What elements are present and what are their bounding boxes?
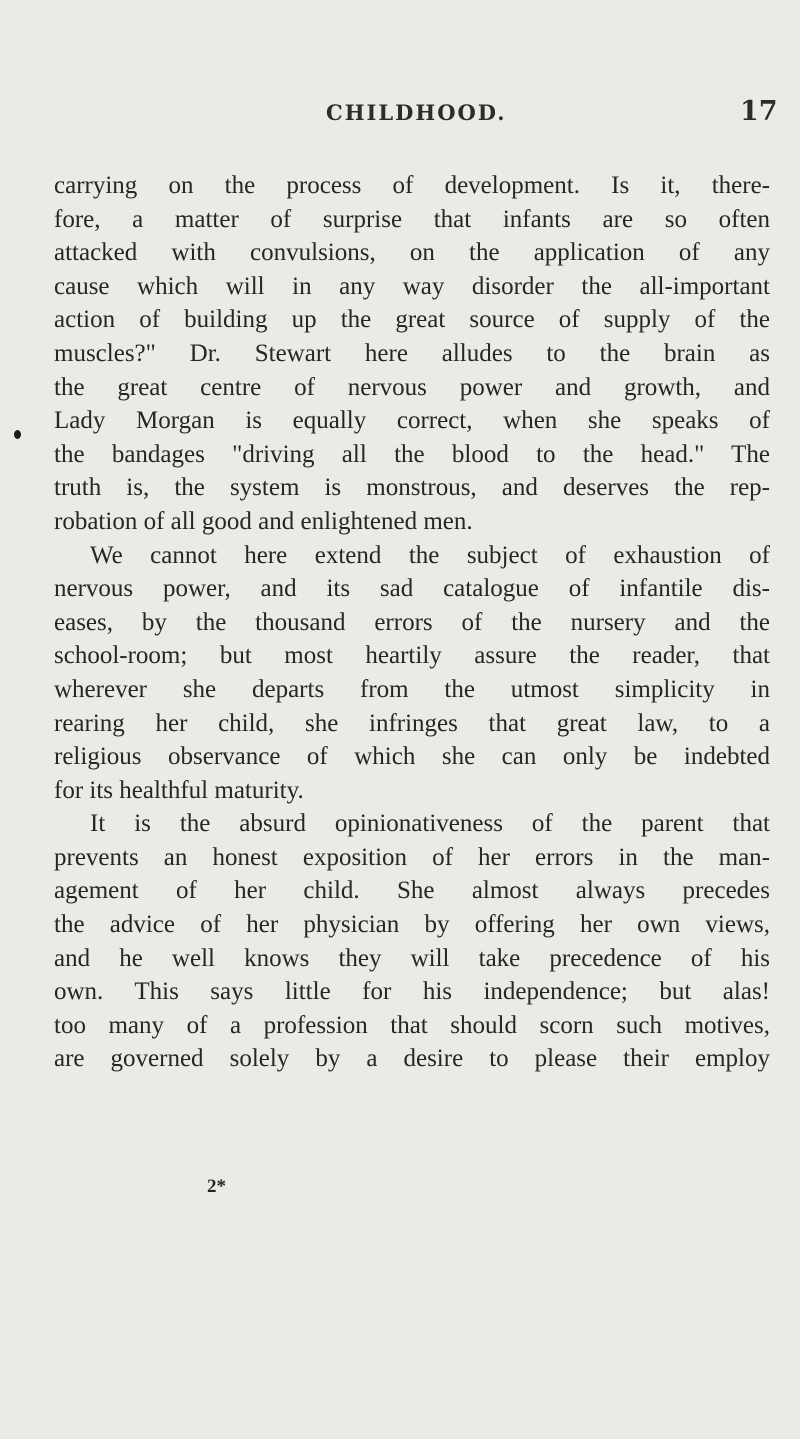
page-header xyxy=(0,96,800,136)
text-line: muscles?" Dr. Stewart here alludes to the brain as xyxy=(54,339,770,367)
body-text xyxy=(54,169,770,1076)
text-line: rearing her child, she infringes that great law, to a xyxy=(54,709,770,737)
running-head: CHILDHOOD. xyxy=(326,100,507,125)
text-line: own. This says little for his independence; but alas! xyxy=(54,978,770,1006)
signature-mark: 2* xyxy=(207,1176,226,1197)
margin-mark xyxy=(14,430,21,439)
text-line: agement of her child. She almost always precedes xyxy=(54,877,770,905)
text-line: We cannot here extend the subject of exhaustion of xyxy=(90,541,770,569)
text-line: prevents an honest exposition of her errors in the man- xyxy=(54,843,770,871)
text-line: the bandages "driving all the blood to the head." The xyxy=(54,440,770,468)
text-line: are governed solely by a desire to please their employ xyxy=(54,1045,770,1073)
text-line: the advice of her physician by offering her own views, xyxy=(54,911,770,939)
text-line: attacked with convulsions, on the application of any xyxy=(54,239,770,267)
text-line: school-room; but most heartily assure the reader, that xyxy=(54,642,770,670)
text-line: religious observance of which she can only be indebted xyxy=(54,743,770,771)
text-line: cause which will in any way disorder the all-important xyxy=(54,272,770,300)
text-line: truth is, the system is monstrous, and deserves the rep- xyxy=(54,474,770,502)
text-line: robation of all good and enlightened men. xyxy=(54,507,473,535)
text-line: wherever she departs from the utmost simplicity in xyxy=(54,675,770,703)
text-line: too many of a profession that should scorn such motives, xyxy=(54,1011,770,1039)
text-line: and he well knows they will take precedence of his xyxy=(54,944,770,972)
page-number: 17 xyxy=(740,96,778,127)
text-line: the great centre of nervous power and growth, and xyxy=(54,373,770,401)
text-line: for its healthful maturity. xyxy=(54,776,304,804)
text-line: eases, by the thousand errors of the nursery and the xyxy=(54,608,770,636)
text-line: It is the absurd opinionativeness of the parent that xyxy=(90,810,770,838)
text-line: action of building up the great source of supply of the xyxy=(54,306,770,334)
text-line: fore, a matter of surprise that infants are so often xyxy=(54,205,770,233)
text-line: nervous power, and its sad catalogue of infantile dis- xyxy=(54,575,770,603)
text-line: carrying on the process of development. Is it, there- xyxy=(54,172,770,199)
text-line: Lady Morgan is equally correct, when she speaks of xyxy=(54,407,770,435)
